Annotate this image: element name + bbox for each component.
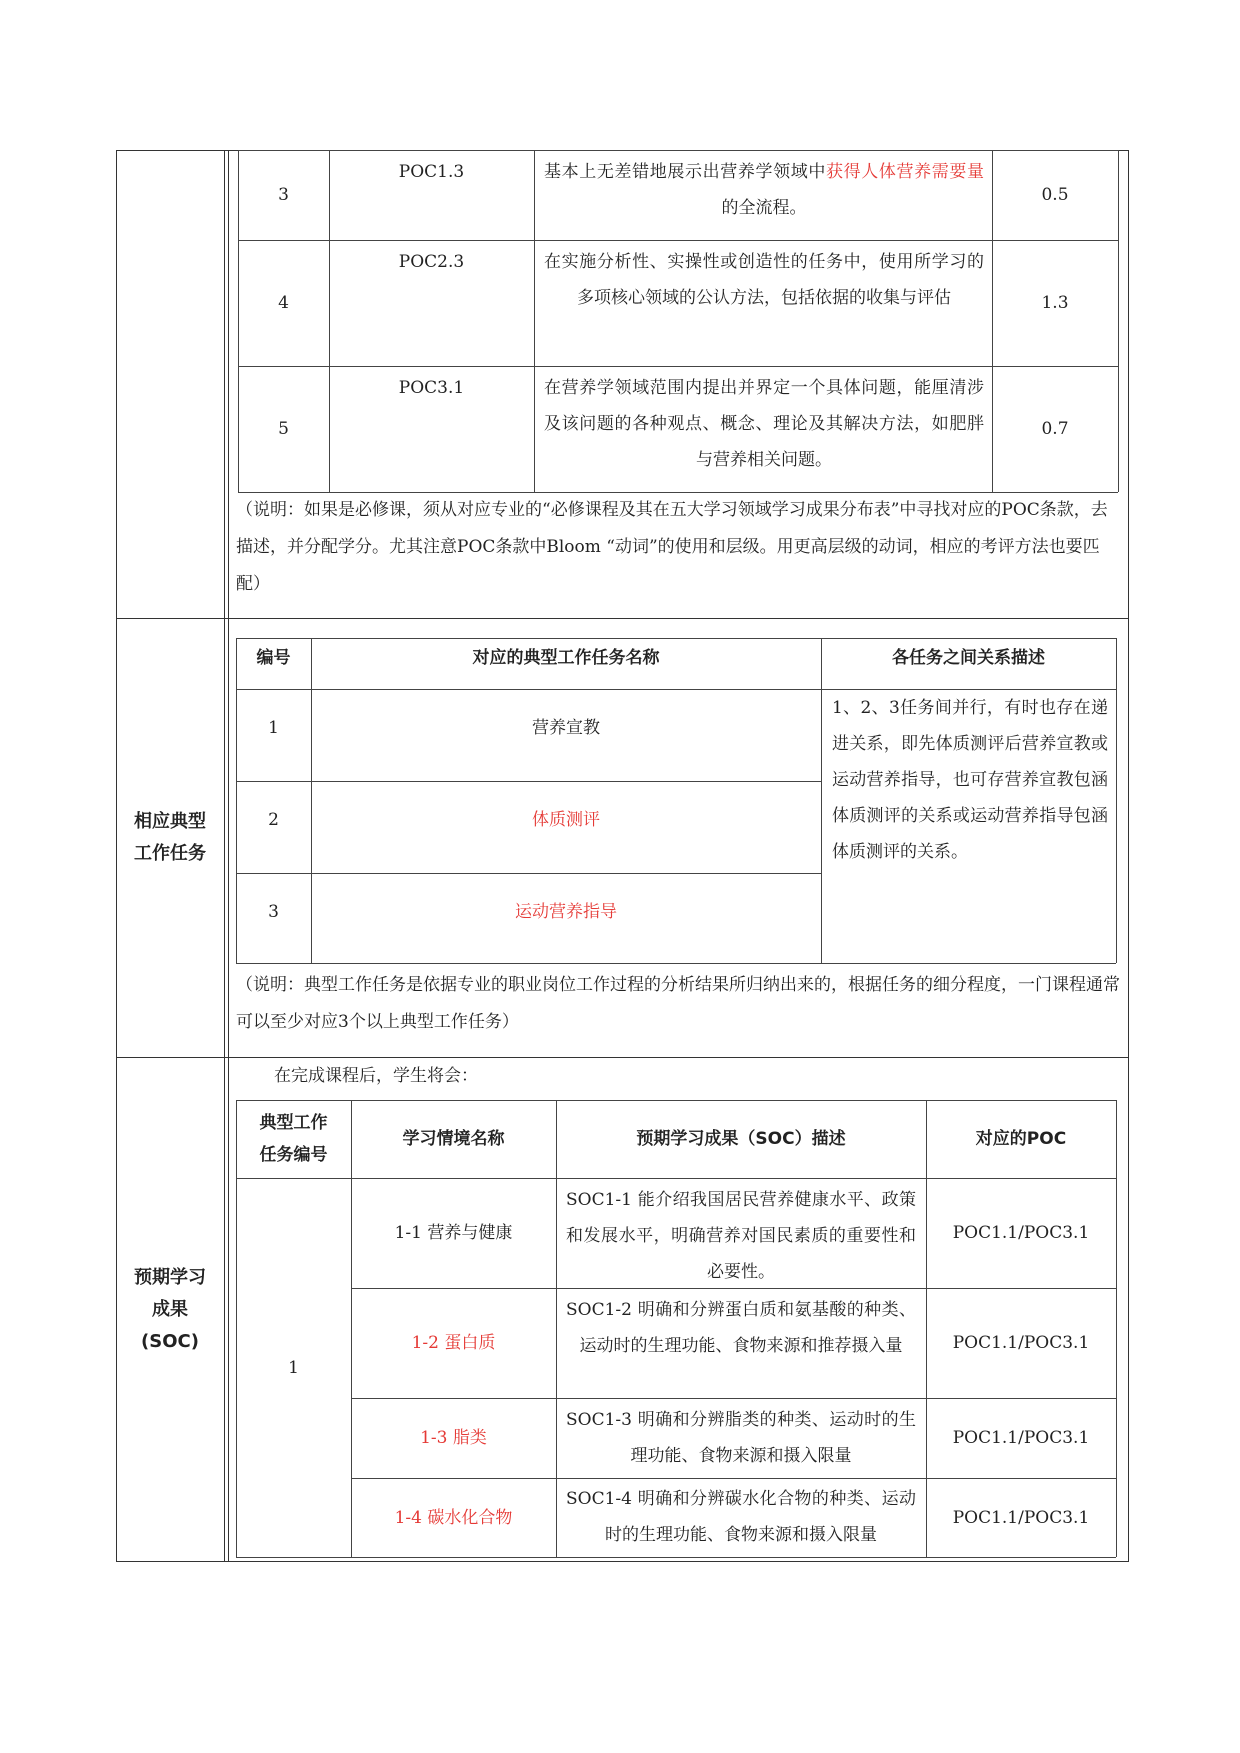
poc-row-credit: 1.3 <box>1041 293 1069 313</box>
label-column-divider-inner <box>228 150 229 1562</box>
soc-row-description: SOC1-2 明确和分辨蛋白质和氨基酸的种类、运动时的生理功能、食物来源和推荐摄入量 <box>566 1300 916 1356</box>
soc-intro: 在完成课程后，学生将会： <box>274 1066 478 1086</box>
task-row-no: 2 <box>268 810 279 830</box>
poc-row-description: 在营养学领域范围内提出并界定一个具体问题，能厘清涉及该问题的各种观点、概念、理论及其解决方法，如肥胖与营养相关问题。 <box>544 378 984 470</box>
poc-row-no: 5 <box>278 419 289 439</box>
soc-row-description: SOC1-1 能介绍我国居民营养健康水平、政策和发展水平，明确营养对国民素质的重要性和必要性。 <box>566 1190 916 1282</box>
poc-row-description: 基本上无差错地展示出营养学领域中获得人体营养需要量的全流程。 <box>544 162 984 218</box>
soc-row-poc: POC1.1/POC3.1 <box>952 1333 1090 1353</box>
tasks-header-relation: 各任务之间关系描述 <box>892 648 1045 668</box>
poc-row-credit: 0.5 <box>1041 185 1069 205</box>
tasks-header-name: 对应的典型工作任务名称 <box>472 648 660 668</box>
soc-row-poc: POC1.1/POC3.1 <box>952 1507 1090 1528</box>
soc-header-task-no: 典型工作任务编号 <box>259 1113 328 1165</box>
soc-row-context: 1-1 营养与健康 <box>394 1223 513 1243</box>
soc-row-description: SOC1-4 明确和分辨碳水化合物的种类、运动时的生理功能、食物来源和摄入限量 <box>566 1489 916 1545</box>
poc-row-no: 3 <box>278 185 289 205</box>
tasks-relation-description: 1、2、3任务间并行，有时也存在递进关系，即先体质测评后营养宣教或运动营养指导，也可存营养宣教包涵体质测评的关系或运动营养指导包涵体质测评的关系。 <box>832 698 1108 862</box>
task-row-name: 体质测评 <box>532 810 600 830</box>
poc-row-code: POC2.3 <box>398 252 465 272</box>
soc-row-description: SOC1-3 明确和分辨脂类的种类、运动时的生理功能、食物来源和摄入限量 <box>566 1410 916 1466</box>
tasks-header-no: 编号 <box>256 648 291 668</box>
poc-row-credit: 0.7 <box>1041 419 1069 439</box>
poc-row-description: 在实施分析性、实操性或创造性的任务中，使用所学习的多项核心领域的公认方法，包括依据的收集与评估 <box>544 252 984 308</box>
section-divider-1 <box>116 618 1129 619</box>
task-row-no: 1 <box>268 718 279 738</box>
poc-row-code: POC1.3 <box>398 162 465 182</box>
poc-row-code: POC3.1 <box>398 378 465 398</box>
soc-row-context: 1-3 脂类 <box>420 1428 487 1448</box>
soc-row-poc: POC1.1/POC3.1 <box>952 1223 1090 1243</box>
task-row-name: 运动营养指导 <box>515 902 617 922</box>
soc-task-no: 1 <box>288 1357 299 1378</box>
soc-header-description: 预期学习成果（SOC）描述 <box>636 1129 846 1149</box>
tasks-note: （说明：典型工作任务是依据专业的职业岗位工作过程的分析结果所归纳出来的，根据任务的细分程度，一门课程通常可以至少对应3个以上典型工作任务） <box>236 975 1120 1032</box>
poc-note: （说明：如果是必修课，须从对应专业的“必修课程及其在五大学习领域学习成果分布表”中寻找对应的POC条款，去描述，并分配学分。尤其注意POC条款中Bloom “动词”的使用和层级。用更高层级的动词，相应的考评方法也要匹配） <box>236 500 1108 594</box>
soc-row-poc: POC1.1/POC3.1 <box>952 1428 1090 1448</box>
soc-header-context: 学习情境名称 <box>402 1129 505 1149</box>
section-label-tasks: 相应典型工作任务 <box>134 810 206 864</box>
poc-description-highlight: 获得人体营养需要量 <box>826 162 984 182</box>
label-column-divider <box>224 150 225 1562</box>
task-row-name: 营养宣教 <box>532 718 600 738</box>
task-row-no: 3 <box>268 902 279 922</box>
section-label-soc: 预期学习成果(SOC) <box>134 1266 206 1352</box>
soc-row-context: 1-2 蛋白质 <box>411 1333 496 1353</box>
poc-row-no: 4 <box>278 293 289 313</box>
soc-header-poc: 对应的POC <box>975 1129 1067 1149</box>
soc-row-context: 1-4 碳水化合物 <box>394 1507 513 1528</box>
